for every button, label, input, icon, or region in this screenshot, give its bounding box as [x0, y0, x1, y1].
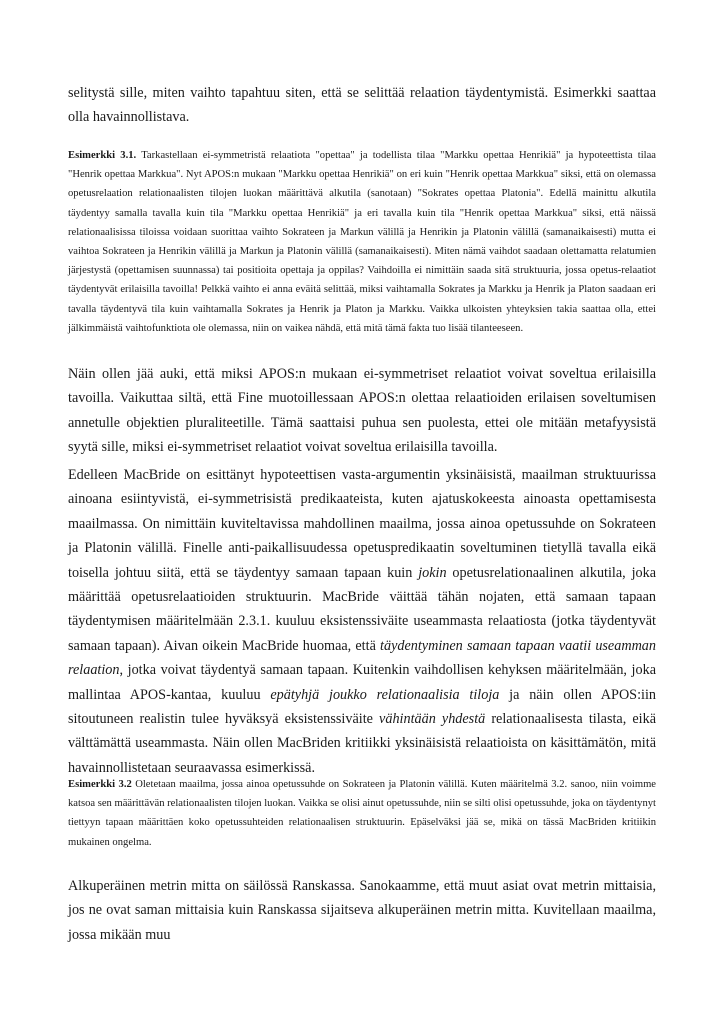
emphasis: täydentyminen samaan tapaan vaatii useamman relaation	[68, 637, 656, 679]
emphasis: epätyhjä joukko relationaalisia tiloja	[270, 686, 500, 703]
metre-paragraph	[68, 874, 656, 947]
emphasis: jokin	[418, 564, 447, 581]
paragraph-text: Alkuperäinen metrin mitta on säilössä Ranskassa. Sanokaamme, että muut asiat ovat metrin mittaisia, jos ne ovat saman mittaisia kuin Ranskassa sijaitseva alkuperäinen metrin mitta. Kuvitellaan maailma, jossa mikään muu	[68, 878, 656, 943]
emphasis: vähintään yhdestä	[379, 711, 486, 728]
text-run: ja näin ollen APOS:iin sitoutuneen realistin tulee hyväksyä eksistenssiväite	[68, 686, 656, 728]
example-body: Tarkastellaan ei-symmetristä relaatiota "opettaa" ja todellista tilaa "Markku opettaa Henrikiä" ja hypoteettista tilaa "Henrik opettaa Markkua". Nyt APOS:n mukaan "Markku opettaa Henrikiä" on eri kuin "Henrik opettaa Markkua" siksi, että on olemassa opetusrelaation relationaalisten tilojen luokan määrittävä alkutila (sanotaan) "Sokrates opettaa Platonia". Edellä mainittu alkutila täydentyy samalla tavalla kuin tila "Markku opettaa Henrikiä" ja eri tavalla kuin tila "Henrik opettaa Markkua" siksi, että näissä relationaalisissa tiloissa voidaan suorittaa vaihto Sokrateen ja Markun välillä ja Henrikin ja Platonin välillä (samanaikaisesti) mutta ei vaihtoa Sokrateen ja Henrikin välillä ja Markun ja Platonin välillä (samanaikaisesti). Miten nämä vaihdot saadaan olettamatta relatumien järjestystä (opettamisen suunnassa) tai positioita opettaja ja oppilas? Vaihdoilla ei nimittäin saada sitä struktuuria, jossa opetus-relaatiot täydentyvät erilaisilla tavoilla! Pelkkä vaihto ei anna eväitä selittää, miksi vaihtamalla Sokrates ja Markku ja Henrik ja Platon saadaan eri tavalla täydentyvä tila kuin vaihtamalla Sokrates ja Henrik ja Platon ja Markku. Vaikka ulkoisten yhteyksien takia saattaa olla, ettei jälkimmäistä vaihtofunktiota ole olemassa, niin on vaikea nähdä, että mitä tämä fakta tuo lisää tilanteeseen.	[68, 150, 656, 334]
paragraph-text	[68, 463, 656, 780]
paragraph-text: selitystä sille, miten vaihto tapahtuu siten, että se selittää relaation täydentymistä. Esimerkki saattaa olla havainnollistava.	[68, 85, 656, 126]
macbride-paragraph	[68, 463, 656, 780]
text-run: relationaalisesta tilasta, eikä välttämättä useammasta. Näin ollen MacBriden kritiikki yksinäisistä relaatioista on käsittämätön, mitä havainnollistetaan seuraavassa esimerkissä.	[68, 711, 656, 776]
example-3-2	[68, 775, 656, 852]
example-text	[68, 146, 656, 338]
text-run: opetusrelationaalinen alkutila, joka määrittää opetusrelaatioiden struktuurin. MacBride väittää tähän nojaten, että samaan tapaan täydentymisen määritelmään 2.3.1. kuuluu eksistenssiväite useammasta relaatiosta (jotka täydentyvät samaan tapaan). Aivan oikein MacBride huomaa, että	[68, 564, 656, 654]
paragraph-text: Näin ollen jää auki, että miksi APOS:n mukaan ei-symmetriset relaatiot voivat soveltua erilaisilla tavoilla. Vaikuttaa siltä, että Fine muotoillessaan APOS:n olettaa relaatioiden erilaisen soveltumisen annetulle objektien pluraliteetille. Tämä saattaisi puhua sen puolesta, ettei ole mitään metafyysistä syytä sille, miksi ei-symmetriset relaatiot voivat soveltua erilaisilla tavoilla.	[68, 366, 656, 456]
example-label: Esimerkki 3.2	[68, 779, 132, 790]
example-3-1	[68, 146, 656, 338]
example-text	[68, 775, 656, 852]
example-body: Oletetaan maailma, jossa ainoa opetussuhde on Sokrateen ja Platonin välillä. Kuten määritelmä 3.2. sanoo, niin voimme katsoa sen määrittävän relationaalisten tilojen luokan. Vaikka se olisi ainut opetussuhde, niin se silti olisi opetussuhde, joka on täydentynyt tiettyyn tapaan määrittäen koko opetussuhteiden relationaalisen struktuurin. Epäselväksi jää se, mikä on tässä MacBriden kritiikin mukainen ongelma.	[68, 779, 657, 848]
example-label: Esimerkki 3.1.	[68, 150, 137, 161]
text-run: , jotka voivat täydentyä samaan tapaan. Kuitenkin vaihdollisen kehyksen määritelmään, joka mallintaa APOS-kantaa, kuuluu	[68, 662, 656, 703]
intro-paragraph	[68, 81, 656, 130]
text-run: Edelleen MacBride on esittänyt hypoteettisen vasta-argumentin yksinäisistä, maailman struktuurissa ainoana esiintyvistä, ei-symmetrisistä predikaateista, kuten ajatuskokeesta ainoasta opettamisesta maailmassa. On nimittäin kuviteltavissa mahdollinen maailma, jossa ainoa opetussuhde on Sokrateen ja Platonin välillä. Finelle anti-paikallisuudessa opetuspredikaatin soveltuminen tietyllä tavalla eikä toisella johtuu siitä, että se täydentyy samaan tapaan kuin	[68, 467, 656, 581]
conclusion-paragraph	[68, 362, 656, 460]
